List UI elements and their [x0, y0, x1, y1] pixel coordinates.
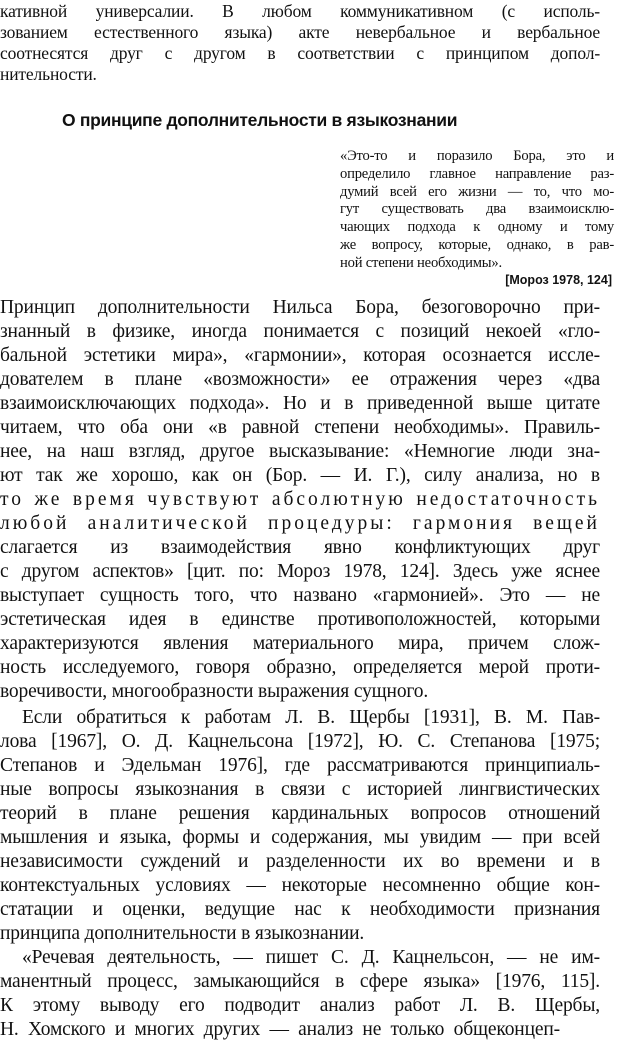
text-line: бальной эстетики мира», «гармонии», которая осознается иссле-	[0, 345, 600, 366]
text-line: взаимоисключающих подхода». Но и в приведенной выше цитате	[0, 393, 600, 414]
text-line: выступает сущность того, что названо «гармонией». Это — не	[0, 585, 600, 606]
text-line: характеризуются явления материального мира, причем слож-	[0, 633, 600, 654]
text-line: с другом аспектов» [цит. по: Мороз 1978, 124]. Здесь уже яснее	[0, 561, 600, 582]
text-line: принципа дополнительности в языкознании.	[0, 923, 365, 944]
epigraph-line: же вопросу, которые, однако, в рав-	[340, 236, 614, 253]
text-line: лова [1967], О. Д. Кацнельсона [1972], Ю. С. Степанова [1975;	[0, 731, 600, 752]
epigraph-line: думий всей его жизни — то, что мо-	[340, 183, 614, 200]
text-line: эстетическая идея в единстве противоположностей, которыми	[0, 609, 600, 630]
text-line: знанный в физике, иногда понимается с позиций некоей «гло-	[0, 321, 600, 342]
text-line: нее, на наш взгляд, другое высказывание: «Немногие люди зна-	[0, 441, 600, 462]
text-line: теорий в плане решения кардинальных вопросов отношений	[0, 803, 600, 824]
text-line: Принцип дополнительности Нильса Бора, безоговорочно при-	[0, 297, 600, 318]
text-line: воречивости, многообразности выражения сущного.	[0, 681, 429, 702]
text-line: манентный процесс, замыкающийся в сфере языка» [1976, 115].	[0, 971, 600, 992]
text-line: нительности.	[0, 64, 97, 84]
epigraph-line: ной степени необходимы».	[340, 254, 502, 271]
text-line: дователем в плане «возможности» ее отражения через «два	[0, 369, 600, 390]
text-line: кативной универсалии. В любом коммуникативном (с исполь-	[0, 1, 600, 21]
text-line: Если обратиться к работам Л. В. Щербы [1931], В. М. Пав-	[22, 707, 600, 728]
text-line: читаем, что оба они «в равной степени необходимы». Правиль-	[0, 417, 600, 438]
epigraph-line: гут существовать два взаимоисклю-	[340, 201, 614, 218]
text-line: ность исследуемого, говоря образно, определяется мерой проти-	[0, 657, 600, 678]
text-line: зованием естественного языка) акте невербальное и вербальное	[0, 22, 600, 42]
text-line: ют так же хорошо, как он (Бор. — И. Г.), силу анализа, но в	[0, 465, 600, 486]
text-line: независимости суждений и разделенности их во времени и в	[0, 851, 600, 872]
epigraph-line: определило главное направление раз-	[340, 165, 614, 182]
text-line: мышления и языка, формы и содержания, мы увидим — при всей	[0, 827, 600, 848]
text-line: соотнесятся друг с другом в соответствии с принципом допол-	[0, 43, 600, 63]
epigraph	[340, 148, 614, 273]
text-line: Степанов и Эдельман 1976], где рассматриваются принципиаль-	[0, 755, 600, 776]
text-line: Н. Хомского и многих других — анализ не только общеконцеп-	[0, 1019, 560, 1040]
text-line: любой аналитической процедуры: гармония вещей	[0, 513, 600, 534]
text-line: контекстуальных условиях — некоторые несомненно общие кон-	[0, 875, 600, 896]
section-heading: О принципе дополнительности в языкознании	[62, 110, 458, 130]
text-line: ные вопросы языкознания в связи с историей лингвистических	[0, 779, 600, 800]
epigraph-source: [Мороз 1978, 124]	[505, 273, 612, 287]
epigraph-line: чающих подхода к одному и тому	[340, 219, 614, 236]
epigraph-line: «Это-то и поразило Бора, это и	[340, 148, 614, 164]
text-line: то же время чувствуют абсолютную недостаточность	[0, 489, 600, 510]
text-line: «Речевая деятельность, — пишет С. Д. Кацнельсон, — не им-	[22, 947, 600, 968]
text-line: слагается из взаимодействия явно конфликтующих друг	[0, 537, 600, 558]
text-line: статации и оценки, ведущие нас к необходимости признания	[0, 899, 600, 920]
text-line: К этому выводу его подводит анализ работ Л. В. Щербы,	[0, 995, 600, 1016]
